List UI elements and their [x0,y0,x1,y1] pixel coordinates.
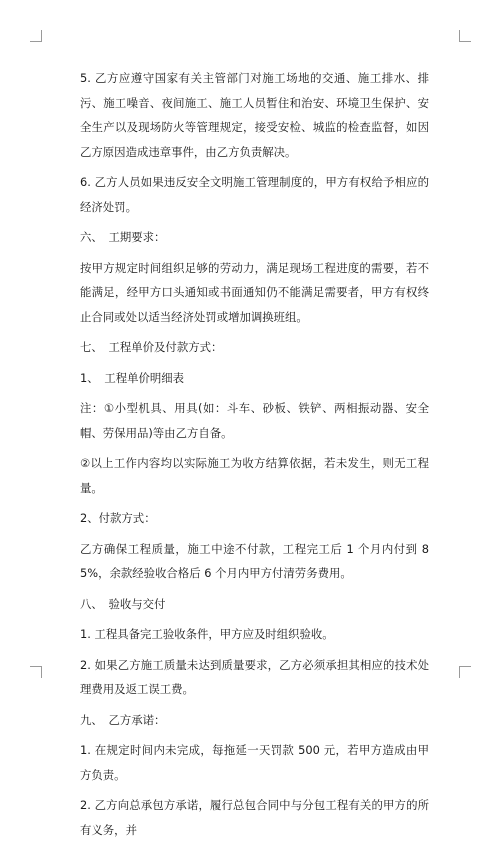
section-heading-commitments: 九、 乙方承诺： [80,712,166,727]
note-tools-self-supplied: 注：①小型机具、用具(如：斗车、砂板、铁铲、两相振动器、安全帽、劳保用品)等由乙方自备。 [80,401,429,440]
subheading-unit-price-table: 1、 工程单价明细表 [80,370,185,385]
document-body [80,66,429,848]
crop-mark-top-left [30,30,42,42]
section-heading-pricing-payment: 七、 工程单价及付款方式： [80,340,223,354]
section-heading-schedule: 六、 工期要求： [80,230,166,244]
crop-mark-bottom-left [30,666,42,678]
section-heading-acceptance: 八、 验收与交付 [80,596,166,611]
commitment-clause-1: 1. 在规定时间内未完成，每拖延一天罚款 500 元，若甲方造成由甲方负责。 [80,743,429,782]
crop-mark-top-right [459,30,471,42]
acceptance-clause-1: 1. 工程具备完工验收条件，甲方应及时组织验收。 [80,627,334,641]
acceptance-clause-2: 2. 如果乙方施工质量未达到质量要求，乙方必须承担其相应的技术处理费用及返工误工费。 [80,657,429,696]
payment-terms-text: 乙方确保工程质量，施工中途不付款，工程完工后 1 个月内付到 85%，余款经验收合格后 6 个月内甲方付清劳务费用。 [80,541,429,580]
schedule-requirement-text: 按甲方规定时间组织足够的劳动力，满足现场工程进度的需要，若不能满足，经甲方口头通知或书面通知仍不能满足需要者，甲方有权终止合同或处以适当经济处罚或增加调换班组。 [80,260,429,324]
clause-6-safety-penalty: 6. 乙方人员如果违反安全文明施工管理制度的，甲方有权给予相应的经济处罚。 [80,175,429,214]
note-settlement-basis: ②以上工作内容均以实际施工为收方结算依据，若未发生，则无工程量。 [80,456,429,495]
crop-mark-bottom-right [459,666,471,678]
subheading-payment-method: 2、付款方式： [80,511,156,525]
commitment-clause-2: 2. 乙方向总承包方承诺，履行总包合同中与分包工程有关的甲方的所有义务，并 [80,798,429,837]
clause-5-site-regulations: 5. 乙方应遵守国家有关主管部门对施工场地的交通、施工排水、排污、施工噪音、夜间施工、施工人员暂住和治安、环境卫生保护、安全生产以及现场防火等管理规定，接受安检、城监的检查监督，如因乙方原因造成违章事件，由乙方负责解决。 [80,71,429,159]
